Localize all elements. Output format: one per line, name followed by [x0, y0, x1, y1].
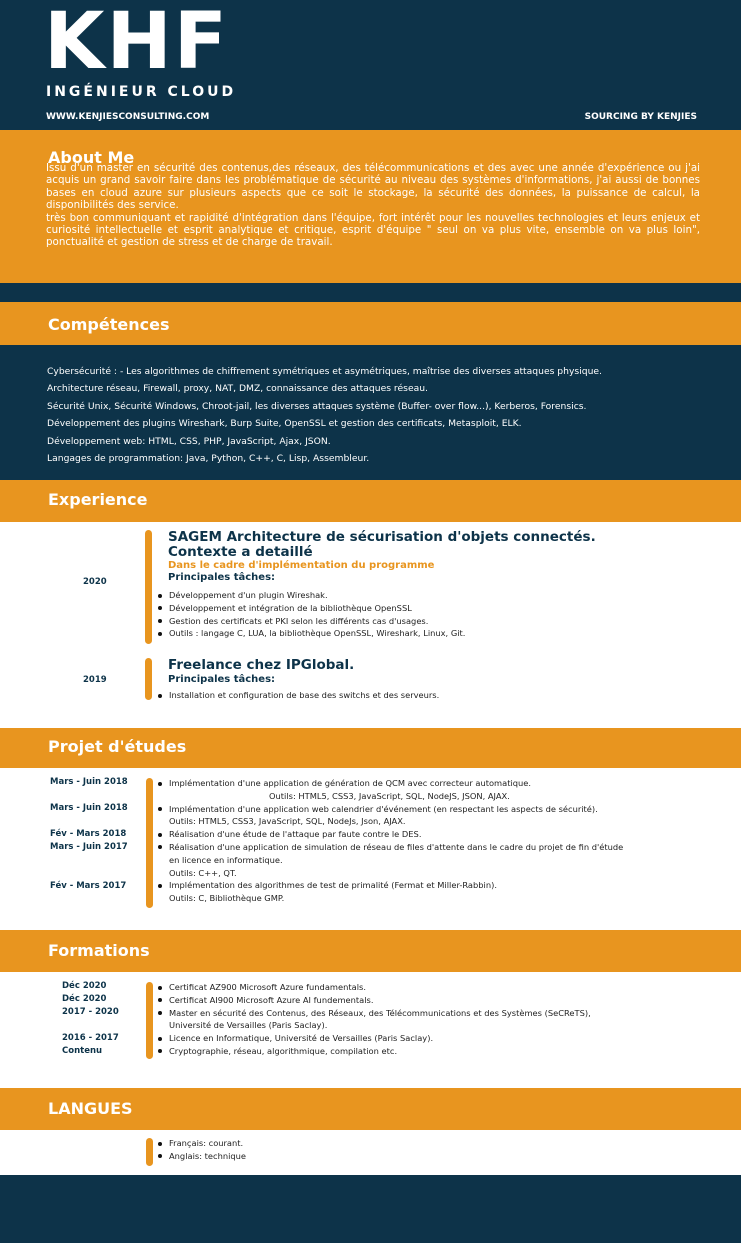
section-title: LANGUES — [48, 1099, 133, 1118]
formation-list — [157, 981, 591, 1058]
date-label: Déc 2020 — [62, 981, 107, 991]
list-item: Installation et configuration de base des switchs et des serveurs. — [157, 689, 439, 702]
formations-header — [0, 930, 741, 972]
about-text: Issu d'un master en sécurité des contenus,des réseaux, des télécommunications et des avec une année d'expérience ou j'ai acquis un grand savoir faire dans les problématique de sécurité au niveau des systèmes d'informations, j'ai aussi de bonnes bases en cloud azure sur plusieurs aspects que ce soit le stockage, la sécurité des données, la puissance de calcul, la disponibilités des service. très bon communiquant et rapidité d'intégration dans l'équipe, fort intérêt pour les nouvelles technologies et leurs enjeux et curiosité intellectuelle et esprit analytique et critique, esprit d'équipe " seul on va plus vite, ensemble on va plus loin", ponctualité et gestion de stress et de charge de travail. — [46, 162, 700, 249]
list-item: Gestion des certificats et PKI selon les différents cas d'usages. — [157, 615, 465, 628]
skill-line: Sécurité Unix, Sécurité Windows, Chroot-jail, les diverses attaques système (Buffer- over flow...), Kerberos, Forensics. — [47, 400, 587, 412]
date-label: Mars - Juin 2018 — [50, 777, 128, 787]
list-item: Implémentation d'une application de génération de QCM avec correcteur automatique. — [157, 777, 623, 790]
list-item: Certificat AI900 Microsoft Azure AI fundementals. — [157, 994, 591, 1007]
projets-header — [0, 728, 741, 768]
skill-line: Cybersécurité : - Les algorithmes de chiffrement symétriques et asymétriques, maîtrise des diverses attaques physique. — [47, 366, 602, 377]
list-item: Développement d'un plugin Wireshak. — [157, 589, 465, 602]
task-list — [157, 589, 465, 640]
competences-section — [0, 345, 741, 480]
job-title: Freelance chez IPGlobal. — [168, 657, 355, 673]
section-title: Compétences — [48, 315, 170, 334]
date-label: 2016 - 2017 — [62, 1033, 119, 1043]
skill-line: Développement web: HTML, CSS, PHP, JavaScript, Ajax, JSON. — [47, 435, 331, 447]
task-list — [157, 689, 439, 702]
formations-section — [0, 972, 741, 1088]
job-year: 2019 — [83, 675, 107, 685]
timeline-bar — [145, 658, 152, 700]
list-item: Anglais: technique — [157, 1150, 246, 1163]
list-item: Réalisation d'une étude de l'attaque par faute contre le DES. — [157, 828, 623, 841]
section-title: Experience — [48, 490, 148, 509]
list-item-continuation: Outils: C++, QT. — [169, 867, 237, 878]
list-item-continuation: en licence en informatique. — [169, 854, 283, 865]
language-list — [157, 1137, 246, 1163]
langues-header — [0, 1088, 741, 1130]
job-entry — [168, 530, 638, 586]
timeline-bar — [146, 778, 153, 908]
initials-logo: KHF — [44, 0, 230, 87]
section-title: Formations — [48, 941, 150, 960]
timeline-bar — [146, 1138, 153, 1166]
list-item-continuation: Outils: HTML5, CSS3, JavaScript, SQL, NodeJs, Json, AJAX. — [169, 816, 406, 827]
projets-section — [0, 768, 741, 930]
list-item-continuation: Outils: HTML5, CSS3, JavaScript, SQL, NodeJS, JSON, AJAX. — [269, 790, 510, 801]
skill-line: Langages de programmation: Java, Python, C++, C, Lisp, Assembleur. — [47, 453, 370, 465]
project-list — [157, 777, 623, 905]
list-item: Réalisation d'une application de simulation de réseau de files d'attente dans le cadre du projet de fin d'étude — [157, 841, 623, 854]
date-label: Contenu — [62, 1046, 103, 1056]
list-item: Implémentation d'une application web calendrier d'événement (en respectant les aspects de sécurité). — [157, 803, 623, 816]
date-label: 2017 - 2020 — [62, 1007, 119, 1017]
job-title: INGÉNIEUR CLOUD — [46, 84, 237, 100]
experience-header — [0, 480, 741, 522]
list-item: Français: courant. — [157, 1137, 246, 1150]
header — [0, 0, 741, 130]
list-item: Outils : langage C, LUA, la bibliothèque OpenSSL, Wireshark, Linux, Git. — [157, 627, 465, 640]
about-section — [0, 130, 741, 283]
date-label: Fév - Mars 2017 — [50, 881, 127, 891]
job-title-line2: Contexte a detaillé — [168, 544, 313, 560]
skills-list — [47, 363, 602, 467]
list-item-continuation: Université de Versailles (Paris Saclay). — [169, 1020, 328, 1031]
section-title: Projet d'études — [48, 737, 187, 756]
job-entry — [168, 658, 354, 688]
website-link[interactable]: WWW.KENJIESCONSULTING.COM — [46, 112, 210, 122]
job-year: 2020 — [83, 577, 107, 587]
list-item: Développement et intégration de la bibliothèque OpenSSL — [157, 602, 465, 615]
timeline-bar — [145, 530, 152, 644]
skill-line: Développement des plugins Wireshark, Burp Suite, OpenSSL et gestion des certificats, Metasploit, ELK. — [47, 418, 522, 430]
sourcing-label: SOURCING BY KENJIES — [584, 112, 697, 122]
skill-line: Architecture réseau, Firewall, proxy, NAT, DMZ, connaissance des attaques réseau. — [47, 383, 428, 395]
date-label: Fév - Mars 2018 — [50, 829, 127, 839]
list-item-continuation: Outils: C, Bibliothèque GMP. — [169, 893, 285, 904]
list-item: Master en sécurité des Contenus, des Réseaux, des Télécommunications et des Systèmes (SeCReTS), — [157, 1007, 591, 1020]
date-label: Mars - Juin 2018 — [50, 803, 128, 813]
competences-header — [0, 302, 741, 345]
job-title: SAGEM Architecture de sécurisation d'objets connectés. — [168, 529, 596, 545]
list-item: Implémentation des algorithmes de test de primalité (Fermat et Miller-Rabbin). — [157, 879, 623, 892]
list-item: Licence en Informatique, Université de Versailles (Paris Saclay). — [157, 1032, 591, 1045]
experience-section — [0, 522, 741, 728]
langues-section — [0, 1130, 741, 1175]
date-label: Mars - Juin 2017 — [50, 842, 128, 852]
timeline-bar — [146, 982, 153, 1059]
date-label: Déc 2020 — [62, 994, 107, 1004]
list-item: Certificat AZ900 Microsoft Azure fundamentals. — [157, 981, 591, 994]
list-item: Cryptographie, réseau, algorithmique, compilation etc. — [157, 1045, 591, 1058]
tasks-label: Principales tâches: — [168, 674, 276, 685]
section-title: About Me — [48, 148, 135, 167]
tasks-label: Principales tâches: — [168, 572, 276, 583]
job-context: Dans le cadre d'implémentation du programme — [168, 560, 435, 571]
